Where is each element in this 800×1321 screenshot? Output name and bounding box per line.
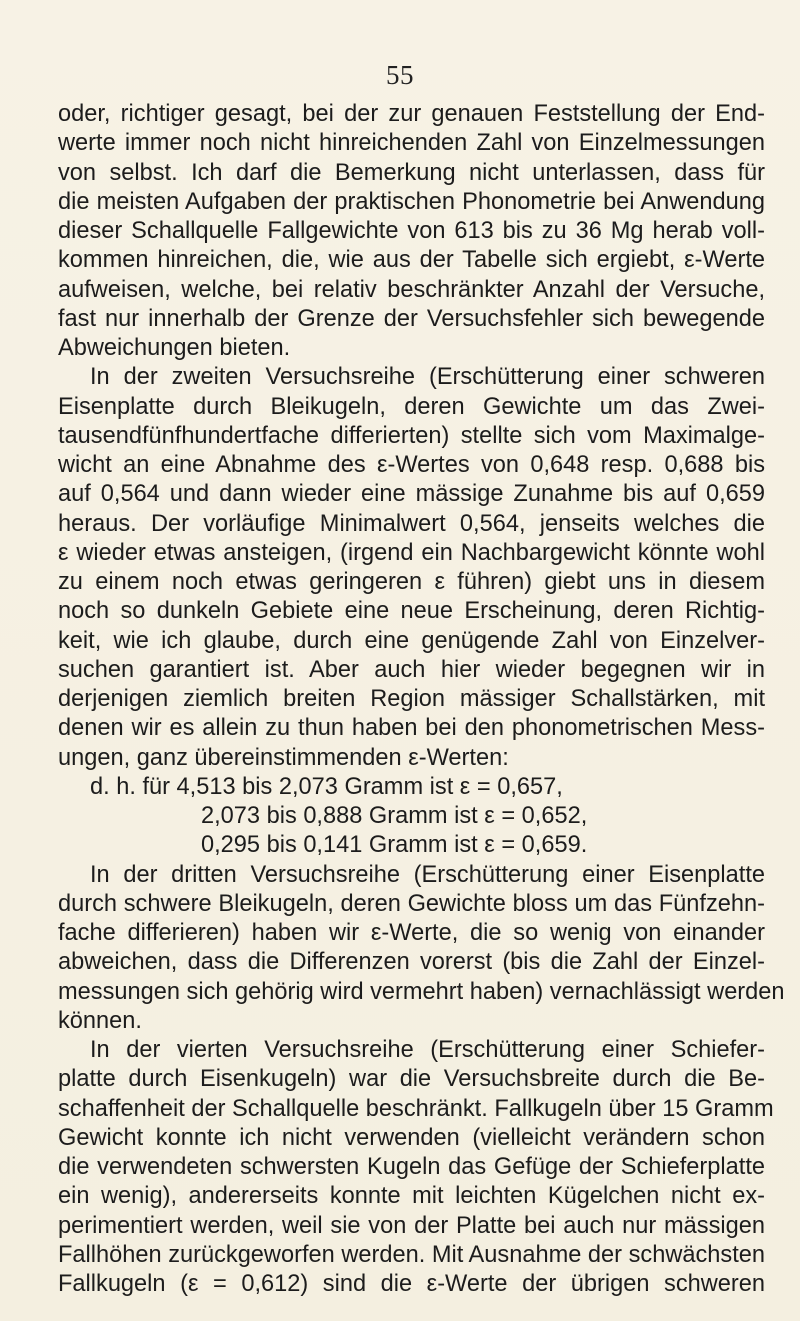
text-line: tausendfünfhundertfache differierten) stellte sich vom Maximalge- (58, 422, 765, 449)
text-line: auf 0,564 und dann wieder eine mässige Zunahme bis auf 0,659 (58, 481, 765, 508)
text-line: keit, wie ich glaube, durch eine genügende Zahl von Einzelver- (58, 627, 765, 654)
text-line: Abweichungen bieten. (58, 335, 291, 361)
text-line: abweichen, dass die Differenzen vorerst (bis die Zahl der Einzel- (58, 949, 765, 976)
value-line: 2,073 bis 0,888 Gramm ist ε = 0,652, (201, 803, 588, 829)
text-line: dieser Schallquelle Fallgewichte von 613 bis zu 36 Mg herab voll- (58, 218, 765, 244)
value-line: d. h. für 4,513 bis 2,073 Gramm ist ε = 0,657, (90, 773, 563, 800)
text-line: noch so dunkeln Gebiete eine neue Erscheinung, deren Richtig- (58, 598, 765, 625)
text-line: fast nur innerhalb der Grenze der Versuchsfehler sich bewegende (58, 305, 765, 332)
text-line: Fallhöhen zurückgeworfen werden. Mit Ausnahme der schwächsten (58, 1241, 765, 1268)
page-number: 55 (386, 60, 414, 90)
text-line: suchen garantiert ist. Aber auch hier wieder begegnen wir in (58, 656, 765, 683)
text-line: durch schwere Bleikugeln, deren Gewichte bloss um das Fünfzehn- (58, 890, 765, 917)
text-line: werte immer noch nicht hinreichenden Zahl von Einzelmessungen (58, 130, 765, 157)
text-line: zu einem noch etwas geringeren ε führen) giebt uns in diesem (58, 569, 765, 595)
text-line: ε wieder etwas ansteigen, (irgend ein Nachbargewicht könnte wohl (58, 539, 765, 566)
text-line: können. (58, 1007, 142, 1034)
text-line: von selbst. Ich darf die Bemerkung nicht unterlassen, dass für (58, 159, 765, 186)
text-line: Eisenplatte durch Bleikugeln, deren Gewichte um das Zwei- (58, 393, 765, 420)
text-line: die meisten Aufgaben der praktischen Phonometrie bei Anwendung (58, 188, 765, 215)
text-line: perimentiert werden, weil sie von der Platte bei auch nur mässigen (58, 1212, 765, 1239)
text-line: kommen hinreichen, die, wie aus der Tabelle sich ergiebt, ε-Werte (58, 247, 765, 274)
text-line: Gewicht konnte ich nicht verwenden (vielleicht verändern schon (58, 1124, 765, 1151)
text-line: schaffenheit der Schallquelle beschränkt. Fallkugeln über 15 Gramm (58, 1095, 774, 1122)
value-line: 0,295 bis 0,141 Gramm ist ε = 0,659. (201, 832, 588, 859)
text-line: In der zweiten Versuchsreihe (Erschütterung einer schweren (90, 364, 765, 391)
text-line: In der vierten Versuchsreihe (Erschütterung einer Schiefer- (90, 1037, 765, 1063)
text-line: oder, richtiger gesagt, bei der zur genauen Feststellung der End- (58, 101, 765, 127)
text-line: heraus. Der vorläufige Minimalwert 0,564, jenseits welches die (58, 510, 765, 537)
text-line: messungen sich gehörig wird vermehrt haben) vernachlässigt werden (58, 978, 785, 1005)
text-line: ungen, ganz übereinstimmenden ε-Werten: (58, 744, 509, 771)
text-line: platte durch Eisenkugeln) war die Versuchsbreite durch die Be- (58, 1066, 765, 1093)
text-line: denen wir es allein zu thun haben bei den phonometrischen Mess- (58, 715, 765, 742)
text-line: ein wenig), andererseits konnte mit leichten Kügelchen nicht ex- (58, 1183, 765, 1210)
text-line: derjenigen ziemlich breiten Region mässiger Schallstärken, mit (58, 686, 765, 712)
text-line: die verwendeten schwersten Kugeln das Gefüge der Schieferplatte (58, 1154, 765, 1180)
text-line: fache differieren) haben wir ε-Werte, die so wenig von einander (58, 920, 765, 946)
text-line: aufweisen, welche, bei relativ beschränkter Anzahl der Versuche, (58, 276, 765, 303)
text-line: wicht an eine Abnahme des ε-Wertes von 0,648 resp. 0,688 bis (58, 452, 765, 478)
body-text (58, 100, 785, 1299)
text-line: In der dritten Versuchsreihe (Erschütterung einer Eisenplatte (90, 861, 765, 888)
text-line: Fallkugeln (ε = 0,612) sind die ε-Werte der übrigen schweren (58, 1271, 765, 1297)
